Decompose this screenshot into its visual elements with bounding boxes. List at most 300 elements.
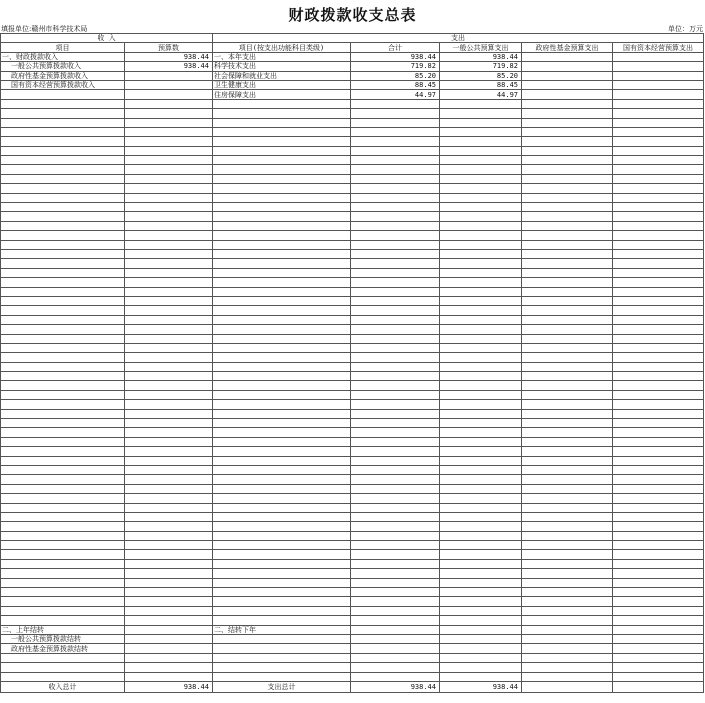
empty-cell (522, 165, 613, 174)
empty-cell (440, 315, 522, 324)
empty-cell (125, 588, 213, 597)
empty-cell (213, 193, 351, 202)
empty-cell (1, 522, 125, 531)
empty-cell (213, 146, 351, 155)
empty-cell (440, 203, 522, 212)
empty-cell (613, 390, 704, 399)
empty-cell (351, 343, 440, 352)
empty-cell (351, 541, 440, 550)
expense-item: 卫生健康支出 (213, 80, 351, 89)
group-header-row (1, 34, 704, 43)
empty-cell (613, 306, 704, 315)
empty-row (1, 221, 704, 230)
empty-cell (440, 193, 522, 202)
empty-cell (522, 578, 613, 587)
empty-cell (213, 343, 351, 352)
empty-row (1, 419, 704, 428)
empty-cell (440, 287, 522, 296)
empty-cell (1, 240, 125, 249)
empty-cell (125, 494, 213, 503)
empty-row (1, 118, 704, 127)
empty-row (1, 559, 704, 568)
empty-cell (1, 672, 125, 681)
empty-cell (213, 259, 351, 268)
empty-cell (125, 221, 213, 230)
empty-cell (351, 240, 440, 249)
empty-cell (440, 419, 522, 428)
general-budget-value: 938.44 (440, 52, 522, 61)
empty-cell (213, 541, 351, 550)
empty-cell (440, 249, 522, 258)
empty-row (1, 268, 704, 277)
empty-cell (613, 99, 704, 108)
empty-cell (125, 428, 213, 437)
expense-item: 一、本年支出 (213, 52, 351, 61)
empty-cell (440, 381, 522, 390)
empty-cell (125, 203, 213, 212)
empty-cell (440, 597, 522, 606)
empty-cell (522, 353, 613, 362)
general-budget-value: 85.20 (440, 71, 522, 80)
empty-cell (440, 390, 522, 399)
empty-cell (522, 146, 613, 155)
empty-cell (440, 334, 522, 343)
empty-cell (125, 400, 213, 409)
empty-cell (351, 137, 440, 146)
income-item: 政府性基金预算拨款收入 (1, 71, 125, 80)
empty-row (1, 428, 704, 437)
general-budget-value: 719.82 (440, 62, 522, 71)
empty-cell (613, 287, 704, 296)
empty-cell (440, 541, 522, 550)
empty-cell (125, 353, 213, 362)
empty-cell (522, 156, 613, 165)
empty-cell (1, 127, 125, 136)
empty-row (1, 541, 704, 550)
empty-cell (125, 569, 213, 578)
empty-row (1, 334, 704, 343)
empty-cell (1, 137, 125, 146)
empty-cell (522, 231, 613, 240)
empty-cell (125, 597, 213, 606)
state-capital-value (613, 52, 704, 61)
empty-cell (522, 663, 613, 672)
empty-cell (440, 616, 522, 625)
budget-table (0, 33, 704, 693)
empty-cell (613, 484, 704, 493)
carry-row (1, 644, 704, 653)
empty-cell (440, 409, 522, 418)
empty-row (1, 193, 704, 202)
empty-cell (125, 240, 213, 249)
empty-cell (613, 212, 704, 221)
empty-cell (613, 597, 704, 606)
empty-row (1, 606, 704, 615)
empty-cell (125, 390, 213, 399)
empty-cell (1, 503, 125, 512)
empty-cell (213, 419, 351, 428)
empty-cell (213, 550, 351, 559)
carry-empty-cell (440, 635, 522, 644)
general-total-value: 938.44 (440, 681, 522, 692)
empty-cell (1, 597, 125, 606)
income-item (1, 90, 125, 99)
empty-cell (213, 137, 351, 146)
empty-cell (125, 193, 213, 202)
empty-cell (613, 381, 704, 390)
expense-total-label: 支出总计 (213, 681, 351, 692)
empty-cell (213, 663, 351, 672)
empty-cell (522, 174, 613, 183)
empty-row (1, 588, 704, 597)
empty-row (1, 137, 704, 146)
empty-cell (213, 569, 351, 578)
empty-cell (1, 231, 125, 240)
empty-cell (1, 512, 125, 521)
empty-cell (351, 559, 440, 568)
empty-cell (213, 409, 351, 418)
empty-cell (213, 334, 351, 343)
empty-row (1, 203, 704, 212)
empty-cell (440, 484, 522, 493)
empty-cell (440, 550, 522, 559)
empty-cell (1, 531, 125, 540)
empty-cell (125, 531, 213, 540)
empty-row (1, 212, 704, 221)
empty-cell (351, 109, 440, 118)
carry-empty-cell (613, 625, 704, 634)
empty-cell (1, 606, 125, 615)
empty-cell (522, 240, 613, 249)
empty-cell (613, 353, 704, 362)
empty-cell (522, 221, 613, 230)
empty-cell (613, 174, 704, 183)
empty-cell (440, 400, 522, 409)
empty-cell (522, 306, 613, 315)
empty-cell (522, 249, 613, 258)
empty-cell (522, 287, 613, 296)
empty-cell (613, 663, 704, 672)
empty-cell (522, 381, 613, 390)
carry-empty-cell (440, 644, 522, 653)
empty-cell (213, 296, 351, 305)
empty-cell (613, 503, 704, 512)
empty-cell (213, 428, 351, 437)
empty-cell (125, 512, 213, 521)
empty-cell (213, 578, 351, 587)
empty-cell (1, 287, 125, 296)
empty-cell (351, 381, 440, 390)
empty-cell (125, 616, 213, 625)
empty-cell (351, 146, 440, 155)
carry-income-value (125, 644, 213, 653)
empty-cell (125, 653, 213, 662)
empty-cell (613, 606, 704, 615)
empty-cell (125, 503, 213, 512)
empty-cell (522, 343, 613, 352)
empty-cell (125, 550, 213, 559)
empty-cell (125, 409, 213, 418)
expense-item: 住房保障支出 (213, 90, 351, 99)
carry-empty-cell (351, 625, 440, 634)
empty-cell (213, 672, 351, 681)
empty-cell (125, 334, 213, 343)
empty-cell (522, 597, 613, 606)
empty-cell (440, 146, 522, 155)
income-group-header: 收 入 (1, 34, 213, 43)
empty-cell (1, 109, 125, 118)
carry-empty-cell (440, 625, 522, 634)
expense-total-value: 938.44 (351, 681, 440, 692)
page-title: 财政拨款收支总表 (288, 6, 417, 24)
empty-cell (522, 203, 613, 212)
expense-item: 社会保障和就业支出 (213, 71, 351, 80)
empty-cell (440, 372, 522, 381)
empty-cell (613, 193, 704, 202)
empty-cell (613, 512, 704, 521)
empty-cell (1, 343, 125, 352)
data-row (1, 62, 704, 71)
empty-cell (125, 381, 213, 390)
empty-cell (1, 325, 125, 334)
empty-cell (440, 99, 522, 108)
empty-cell (351, 249, 440, 258)
empty-cell (522, 475, 613, 484)
empty-row (1, 156, 704, 165)
empty-cell (440, 268, 522, 277)
empty-cell (522, 268, 613, 277)
empty-cell (213, 315, 351, 324)
empty-cell (613, 578, 704, 587)
empty-cell (440, 156, 522, 165)
empty-cell (1, 315, 125, 324)
empty-cell (213, 475, 351, 484)
income-item-header: 项目 (1, 43, 125, 52)
empty-cell (351, 165, 440, 174)
empty-cell (351, 531, 440, 540)
empty-cell (1, 456, 125, 465)
empty-cell (351, 127, 440, 136)
empty-row (1, 465, 704, 474)
empty-cell (613, 203, 704, 212)
empty-row (1, 390, 704, 399)
empty-row (1, 231, 704, 240)
empty-cell (522, 456, 613, 465)
empty-cell (613, 315, 704, 324)
empty-cell (1, 381, 125, 390)
empty-cell (1, 616, 125, 625)
empty-cell (613, 278, 704, 287)
empty-cell (440, 278, 522, 287)
empty-row (1, 456, 704, 465)
empty-cell (213, 456, 351, 465)
empty-cell (440, 456, 522, 465)
empty-cell (125, 127, 213, 136)
empty-cell (351, 400, 440, 409)
empty-cell (613, 616, 704, 625)
empty-cell (1, 174, 125, 183)
empty-row (1, 447, 704, 456)
empty-cell (125, 109, 213, 118)
empty-row (1, 653, 704, 662)
empty-row (1, 494, 704, 503)
empty-cell (351, 174, 440, 183)
empty-cell (213, 99, 351, 108)
empty-cell (440, 325, 522, 334)
carry-empty-cell (351, 635, 440, 644)
empty-cell (213, 174, 351, 183)
empty-cell (213, 184, 351, 193)
empty-cell (125, 268, 213, 277)
empty-cell (522, 672, 613, 681)
empty-cell (1, 259, 125, 268)
empty-cell (351, 588, 440, 597)
empty-cell (613, 522, 704, 531)
gov-fund-value (522, 90, 613, 99)
empty-cell (1, 362, 125, 371)
empty-cell (522, 362, 613, 371)
carry-income-value (125, 625, 213, 634)
empty-cell (125, 184, 213, 193)
empty-cell (522, 409, 613, 418)
empty-cell (1, 203, 125, 212)
empty-row (1, 174, 704, 183)
empty-cell (351, 503, 440, 512)
empty-cell (125, 296, 213, 305)
empty-row (1, 512, 704, 521)
empty-cell (213, 118, 351, 127)
empty-cell (125, 419, 213, 428)
empty-row (1, 343, 704, 352)
empty-cell (613, 550, 704, 559)
empty-cell (440, 353, 522, 362)
gov-fund-value (522, 80, 613, 89)
empty-cell (125, 456, 213, 465)
empty-cell (613, 231, 704, 240)
empty-cell (351, 353, 440, 362)
empty-cell (440, 653, 522, 662)
empty-cell (213, 278, 351, 287)
empty-cell (613, 146, 704, 155)
empty-cell (351, 287, 440, 296)
empty-cell (440, 137, 522, 146)
empty-cell (351, 193, 440, 202)
empty-cell (125, 165, 213, 174)
empty-cell (1, 484, 125, 493)
income-value: 938.44 (125, 62, 213, 71)
empty-row (1, 287, 704, 296)
empty-cell (351, 522, 440, 531)
empty-cell (440, 231, 522, 240)
empty-cell (1, 588, 125, 597)
empty-cell (125, 559, 213, 568)
empty-cell (351, 231, 440, 240)
empty-cell (351, 156, 440, 165)
empty-cell (522, 296, 613, 305)
empty-cell (1, 465, 125, 474)
empty-cell (1, 447, 125, 456)
empty-cell (440, 559, 522, 568)
empty-cell (1, 184, 125, 193)
empty-cell (1, 400, 125, 409)
state-capital-value (613, 71, 704, 80)
empty-row (1, 475, 704, 484)
empty-cell (351, 447, 440, 456)
empty-row (1, 99, 704, 108)
empty-cell (522, 259, 613, 268)
empty-cell (351, 475, 440, 484)
empty-cell (351, 315, 440, 324)
empty-cell (351, 184, 440, 193)
empty-cell (351, 663, 440, 672)
reporting-unit: 填报单位:赣州市科学技术局 (1, 25, 88, 33)
empty-cell (1, 165, 125, 174)
empty-cell (522, 616, 613, 625)
empty-cell (522, 606, 613, 615)
empty-cell (522, 503, 613, 512)
empty-cell (440, 475, 522, 484)
empty-cell (1, 494, 125, 503)
empty-cell (351, 569, 440, 578)
empty-cell (613, 409, 704, 418)
empty-cell (613, 109, 704, 118)
empty-cell (213, 390, 351, 399)
empty-cell (213, 109, 351, 118)
empty-cell (440, 109, 522, 118)
empty-cell (213, 127, 351, 136)
empty-cell (125, 174, 213, 183)
empty-cell (440, 437, 522, 446)
empty-cell (1, 212, 125, 221)
expense-item-header: 项目(按支出功能科目类级) (213, 43, 351, 52)
carry-income-item: 二、上年结转 (1, 625, 125, 634)
empty-cell (613, 118, 704, 127)
empty-cell (440, 447, 522, 456)
empty-row (1, 109, 704, 118)
empty-cell (125, 231, 213, 240)
empty-cell (213, 400, 351, 409)
empty-cell (613, 419, 704, 428)
empty-cell (351, 259, 440, 268)
empty-cell (522, 569, 613, 578)
empty-cell (213, 381, 351, 390)
empty-cell (440, 174, 522, 183)
empty-cell (125, 475, 213, 484)
empty-cell (522, 212, 613, 221)
empty-cell (1, 550, 125, 559)
empty-cell (213, 512, 351, 521)
empty-cell (440, 259, 522, 268)
empty-row (1, 325, 704, 334)
empty-cell (351, 550, 440, 559)
empty-cell (440, 522, 522, 531)
data-row (1, 80, 704, 89)
general-budget-value: 44.97 (440, 90, 522, 99)
empty-cell (351, 419, 440, 428)
empty-cell (440, 240, 522, 249)
empty-cell (351, 616, 440, 625)
empty-cell (1, 663, 125, 672)
empty-cell (213, 306, 351, 315)
empty-cell (522, 372, 613, 381)
empty-cell (125, 99, 213, 108)
income-total-label: 收入总计 (1, 681, 125, 692)
carry-empty-cell (613, 644, 704, 653)
empty-cell (125, 663, 213, 672)
empty-cell (351, 672, 440, 681)
empty-cell (613, 400, 704, 409)
empty-cell (125, 672, 213, 681)
